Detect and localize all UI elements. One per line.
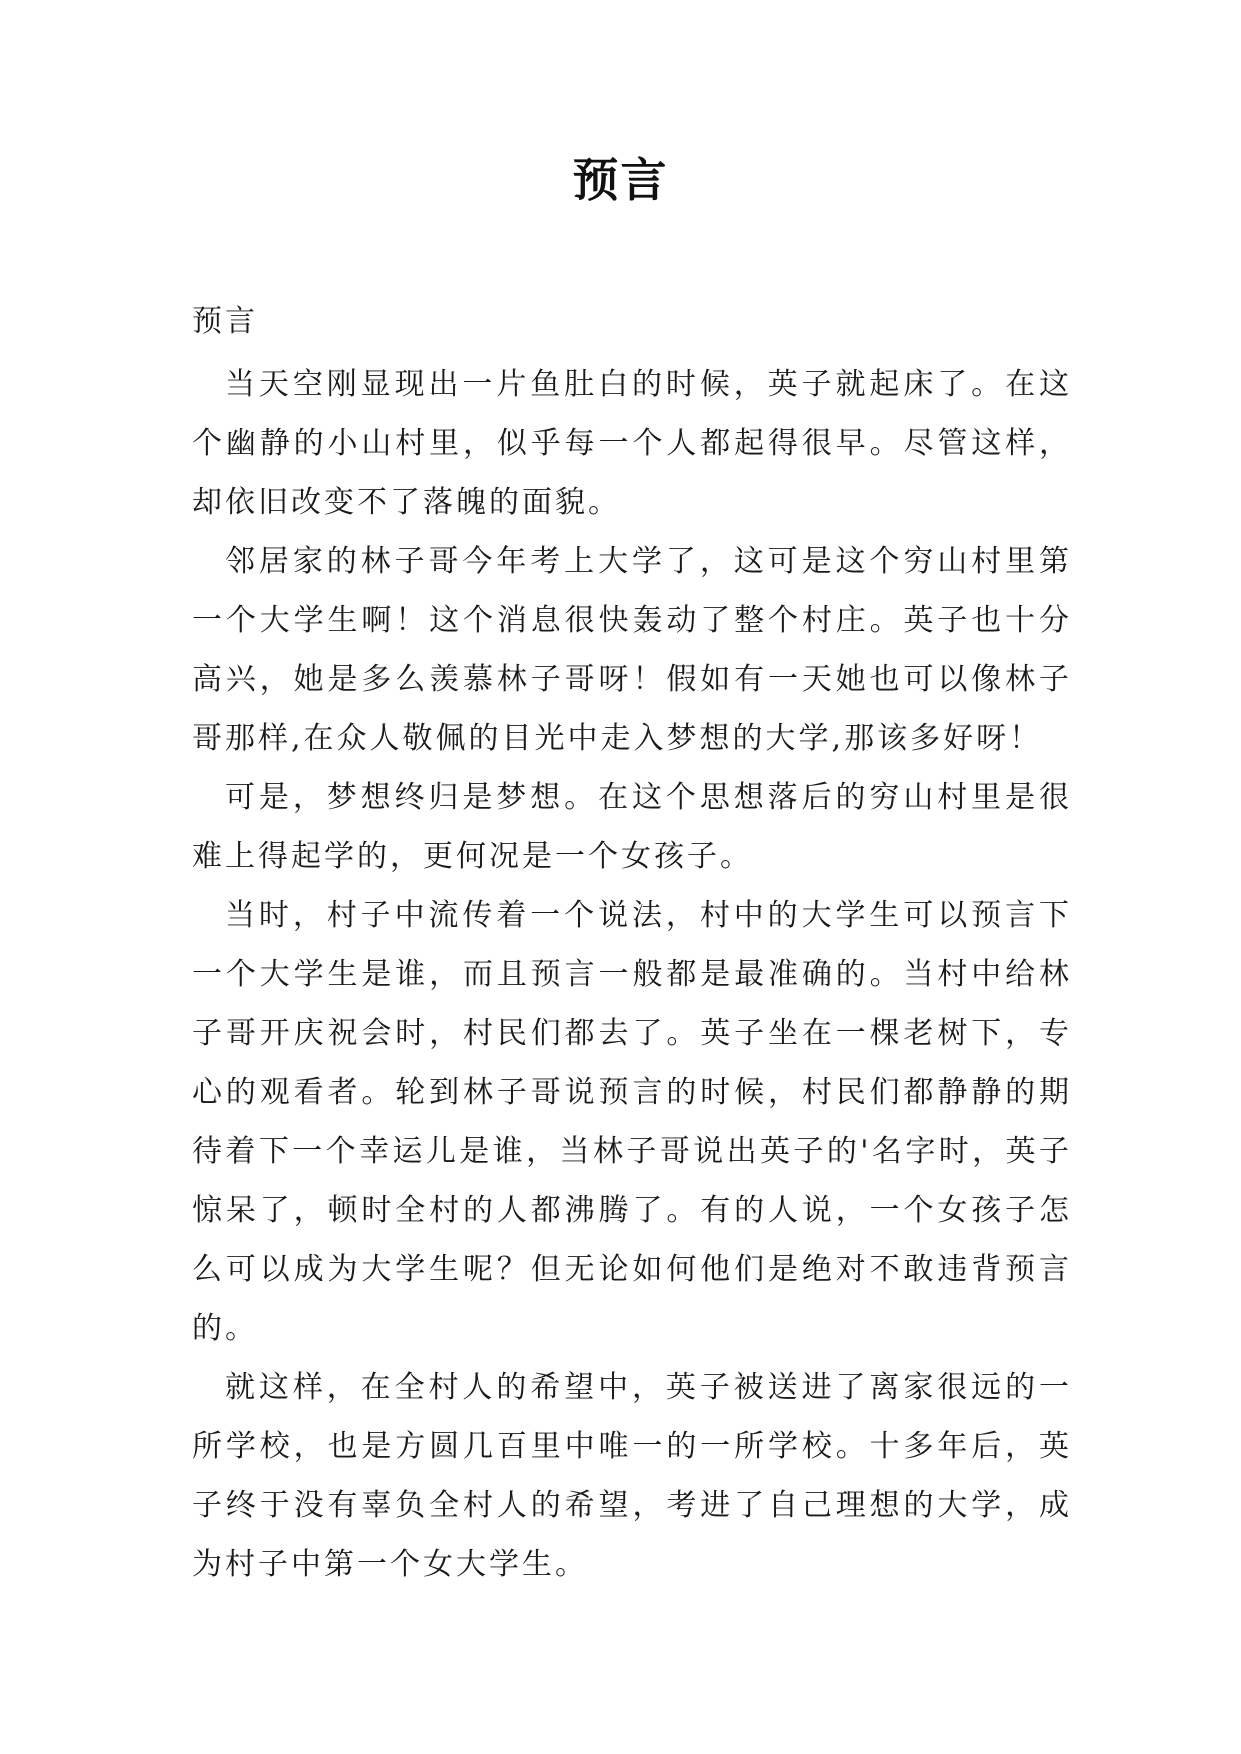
paragraph: 可是，梦想终归是梦想。在这个思想落后的穷山村里是很难上得起学的，更何况是一个女孩子。 bbox=[192, 780, 1072, 874]
document-subtitle: 预言 bbox=[192, 304, 258, 339]
paragraph: 邻居家的林子哥今年考上大学了，这可是这个穷山村里第一个大学生啊！这个消息很快轰动了整个村庄。英子也十分高兴，她是多么羡慕林子哥呀！假如有一天她也可以像林子哥那样,在众人敬佩的目光中走入梦想的大学,那该多好呀！ bbox=[192, 544, 1072, 756]
paragraph: 当时，村子中流传着一个说法，村中的大学生可以预言下一个大学生是谁，而且预言一般都是最准确的。当村中给林子哥开庆祝会时，村民们都去了。英子坐在一棵老树下，专心的观看者。轮到林子哥说预言的时候，村民们都静静的期待着下一个幸运儿是谁，当林子哥说出英子的'名字时，英子惊呆了，顿时全村的人都沸腾了。有的人说，一个女孩子怎么可以成为大学生呢？但无论如何他们是绝对不敢违背预言的。 bbox=[192, 898, 1072, 1346]
document-body bbox=[192, 292, 1072, 1594]
document-title: 预言 bbox=[572, 153, 669, 207]
paragraph: 就这样，在全村人的希望中，英子被送进了离家很远的一所学校，也是方圆几百里中唯一的一所学校。十多年后，英子终于没有辜负全村人的希望，考进了自己理想的大学，成为村子中第一个女大学生。 bbox=[192, 1370, 1072, 1582]
paragraph: 当天空刚显现出一片鱼肚白的时候，英子就起床了。在这个幽静的小山村里，似乎每一个人都起得很早。尽管这样，却依旧改变不了落魄的面貌。 bbox=[192, 367, 1072, 520]
